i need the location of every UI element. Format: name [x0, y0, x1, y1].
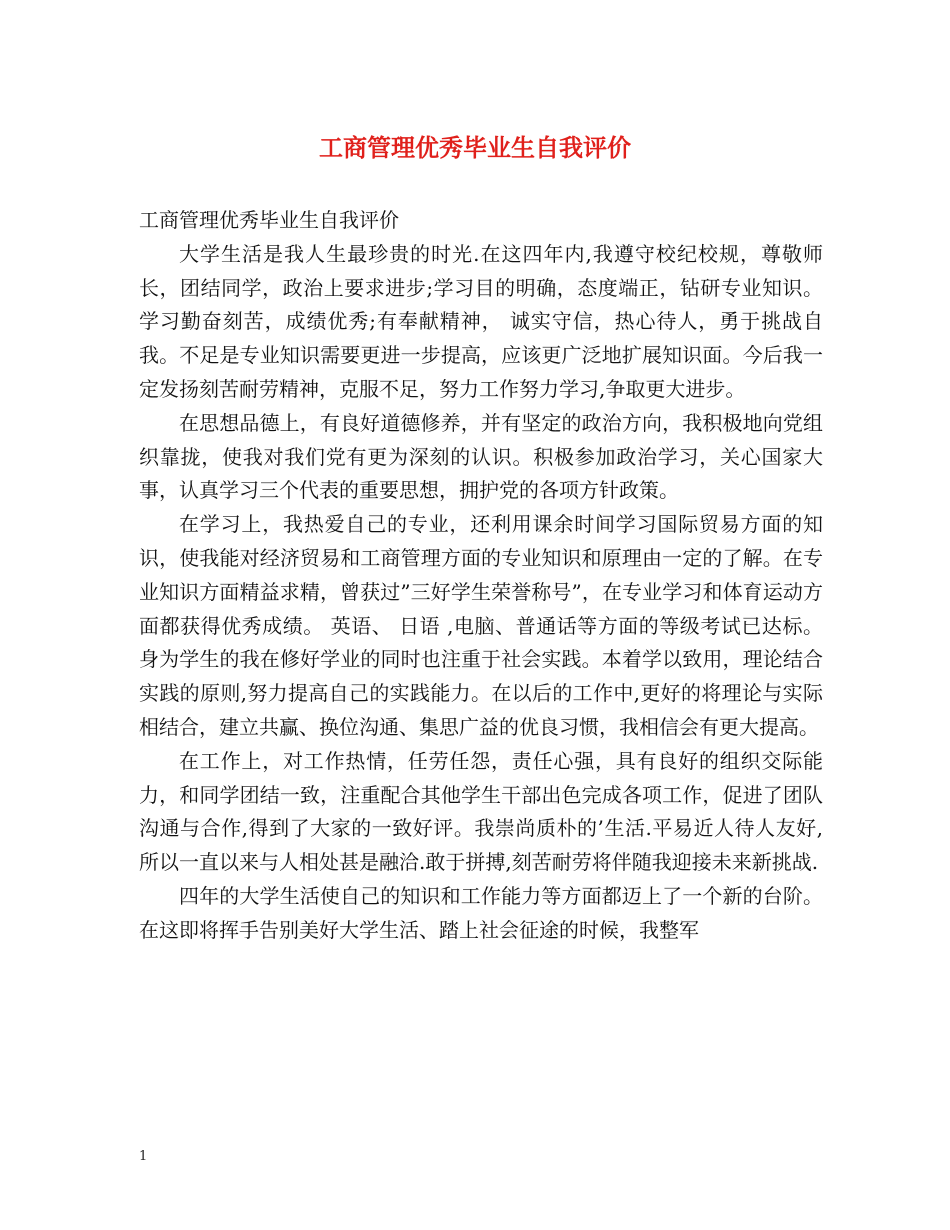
- paragraph: 在学习上，我热爱自己的专业，还利用课余时间学习国际贸易方面的知识，使我能对经济贸易和工商管理方面的专业知识和原理由一定的了解。在专业知识方面精益求精，曾获过”三好学生荣誉称号”，在专业学习和体育运动方面都获得优秀成绩。 英语、 日语 ,电脑、普通话等方面的等级考试已达标。身为学生的我在修好学业的同时也注重于社会实践。本着学以致用，理论结合实践的原则,努力提高自己的实践能力。在以后的工作中,更好的将理论与实际相结合，建立共赢、换位沟通、集思广益的优良习惯，我相信会有更大提高。: [139, 512, 823, 739]
- page-number: 1: [139, 1149, 148, 1164]
- paragraph: 大学生活是我人生最珍贵的时光.在这四年内,我遵守校纪校规，尊敬师长，团结同学，政治上要求进步;学习目的明确，态度端正，钻研专业知识。学习勤奋刻苦，成绩优秀;有奉献精神， 诚实守信，热心待人，勇于挑战自我。不足是专业知识需要更进一步提高，应该更广泛地扩展知识面。今后我一定发扬刻苦耐劳精神，克服不足，努力工作努力学习,争取更大进步。: [139, 241, 823, 401]
- paragraph: 在思想品德上，有良好道德修养，并有坚定的政治方向，我积极地向党组织靠拢，使我对我们党有更为深刻的认识。积极参加政治学习，关心国家大事，认真学习三个代表的重要思想，拥护党的各项方针政策。: [139, 410, 823, 503]
- document-title: 工商管理优秀毕业生自我评价: [319, 133, 631, 162]
- document-subtitle: 工商管理优秀毕业生自我评价: [139, 208, 399, 232]
- paragraph: 四年的大学生活使自己的知识和工作能力等方面都迈上了一个新的台阶。在这即将挥手告别美好大学生活、踏上社会征途的时候，我整军: [139, 883, 823, 942]
- document-body: [139, 204, 823, 948]
- paragraph: 在工作上，对工作热情，任劳任怨，责任心强，具有良好的组织交际能力，和同学团结一致，注重配合其他学生干部出色完成各项工作，促进了团队沟通与合作,得到了大家的一致好评。我崇尚质朴的’生活.平易近人待人友好,所以一直以来与人相处甚是融洽.敢于拼搏,刻苦耐劳将伴随我迎接未来新挑战.: [139, 748, 823, 875]
